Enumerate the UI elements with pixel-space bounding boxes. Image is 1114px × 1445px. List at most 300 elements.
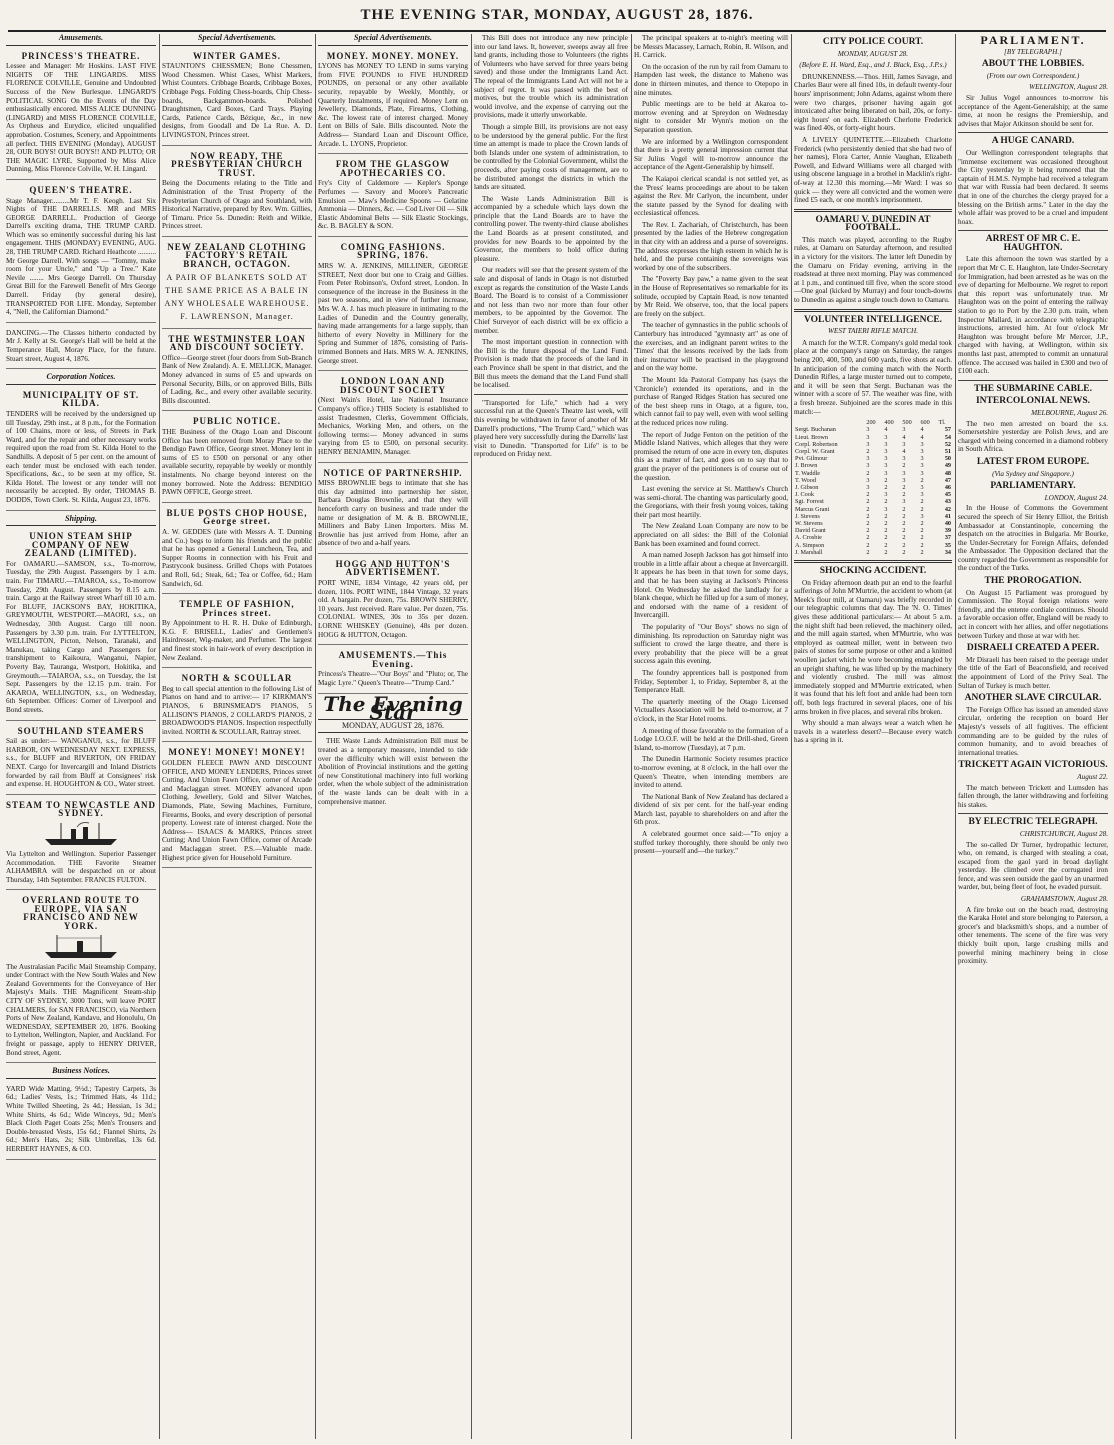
table-row [794,455,952,462]
range-score: 3 [866,455,870,463]
total-score: 45 [944,491,951,499]
competitor-name: J. Gibson [795,483,819,491]
advert-body: Fry's City of Caldemore — Kepler's Sponge Perfumes — Savory and Moore's Pancreatic Emulsion — Maw's Medicine Spoons — Gelatine Ammonia — Dinners, &c. — Cod Liver Oil — Silk Elastic Abdominal Belts — Silk Elastic Stockings, &c. B. BAGLEY & SON. [318,179,468,231]
local-news [634,34,788,856]
dateline: GRAHAMSTOWN, August 28. [1020,895,1108,904]
range-score: 2 [920,534,924,542]
range-score: 2 [902,541,906,549]
total-score: 57 [944,426,951,434]
article-paragraph: The most important question in connection with the Bill is the future disposal of the Land Fund. Provision is made that the proceeds of the land in each Province shall be spent in that district, and the Bill thus meets the demand that the Land Fund shall be localised. [474,338,628,390]
range-score: 3 [884,447,888,455]
table-row [794,462,952,469]
competitor-name: Sgt. Forrest [795,498,824,506]
news-paragraph: The Rev. I. Zachariah, of Christchurch, has been presented by the ladies of the Hebrew congregation in that city with an address and a purse of sovereigns. The address expresses the high esteem in which he is held, and the purse containing the sovereigns was worked by one of the subscribers. [634,220,788,272]
total-score: 40 [944,520,951,527]
range-score: 3 [866,440,870,448]
advert-partnership-notice [318,467,468,554]
advert-body: PORT WINE, 1834 Vintage, 42 years old, per dozen, 110s. PORT WINE, 1844 Vintage, 32 years old. A bargain. Per dozen, 75s. BROWN SHERRY, 10 years. Just received. Rare value. Per dozen, 75s. COLONIAL WINES, 30s to 35s per dozen. LORNE WHISKEY (Genuine), 48s per dozen. HOGG & HUTTON, Octagon. [318,579,468,639]
range-score: 2 [902,548,906,556]
competitor-name: David Grant [795,527,826,535]
article-bench: (Before E. H. Ward, Esq., and J. Black, Esq., J.P.s.) [799,61,947,70]
advert-presbyterian-trust [162,150,312,237]
column-7 [958,34,1108,1439]
range-score: 2 [866,491,870,499]
article-paragraph: The Waste Lands Administration Bill is accompanied by a schedule which lays down the principle that the Land Boards are to have the controlling power. The twenty-third clause abolishes the Land Boards as at present constituted, and provides for new Boards to be appointed by the Governor, the members to hold office during pleasure. [474,194,628,263]
dateline: WELLINGTON, August 28. [1029,83,1108,92]
editorial-date: MONDAY, AUGUST 28, 1876. [318,719,468,734]
article-paragraph: On August 15 Parliament was prorogued by Commission. The Royal foreign relations were friendly, and the entente cordiale continues. Should a favorable occasion offer, England will be ready to act in concert with her allies, and offer negotiations between Turkey and those at war with her. [958,588,1108,640]
advert-title: HOGG AND HUTTON'S ADVERTISEMENT. [335,558,451,578]
article-paragraph: The so-called Dr Turner, hydropathic lecturer, who, on remand, is charged with stealing a coat, escaped from the gaol yard in broad daylight yesterday. He climbed over the corrugated iron fence, and was seen outside the gaol by an unarmed warder, but, being fleet of foot, he evaded pursuit. [958,840,1108,892]
article-heading: SHOCKING ACCIDENT. [819,566,927,577]
advert-body: THE Business of the Otago Loan and Discount Office has been removed from Moray Place to the Bendigo Pawn Office, George street. Money lent in sums of £5 to £500 on personal or any other available security, repayable by weekly or monthly instalments. No charge beyond interest on the money borrowed. Note the Address: BENDIGO PAWN OFFICE, George street. [162,428,312,497]
news-paragraph: The Mount Ida Pastoral Company has (says the 'Chronicle') extended its operations, and in the purchase of Ranged Ridges Station has secured one of the best sheep runs in Otago, at a figure, too, which cannot fail to pay well, even with wool selling at the reduced prices now ruling. [634,375,788,427]
range-score: 2 [884,548,888,556]
article-paragraph: Though a simple Bill, its provisions are not easy to be understood by the general public. For the first time an attempt is made to place the Crown lands of both Islands under one system of administration, to be controlled by the Colonial Government, whilst the proceeds, after paying costs of management, are to be distributed amongst the districts in which the lands are situated. [474,122,628,192]
range-score: 3 [866,433,870,441]
table-row [794,470,952,477]
advert-amusements-evening [318,649,468,693]
range-score: 3 [920,512,924,520]
section-heading: Amusements. [6,34,156,46]
total-score: 47 [944,476,951,484]
competitor-name: J. Cook [795,491,814,499]
total-score: 54 [944,433,951,441]
editorial-flag: The Evening Star [323,691,463,725]
range-score: 3 [902,440,906,448]
news-paragraph: A celebrated gourmet once said:—"To enjoy a stuffed turkey thoroughly, there should be only two present—yourself and—the turkey." [634,830,788,856]
column-1 [6,34,156,1439]
competitor-name: J. Brown [795,462,818,470]
accident-report [794,567,952,745]
article-subheading: WEST TAIERI RIFLE MATCH. [827,327,919,336]
advert-title: NORTH & SCOULLAR [181,673,293,684]
advert-title: NEW ZEALAND CLOTHING FACTORY'S RETAIL BRANCH, OCTAGON. [167,241,307,270]
table-row [794,534,952,541]
advert-blue-posts [162,507,312,594]
column-6 [794,34,952,1439]
article-heading: A HUGE CANARD. [991,136,1075,147]
range-score: 2 [884,498,888,506]
advert-body: (Next Wain's Hotel, late National Insurance Company's office.) THIS Society is established to assist Tradesmen, Clerks, Government Officials, Mechanics, Working Men, and others, on the following terms:— Money advanced in sums varying from £5 to £500, on personal security. HENRY BENJAMIN, Manager. [318,396,468,456]
article-heading: ABOUT THE LOBBIES. [981,59,1085,70]
news-paragraph: The foundry apprentices ball is postponed from Friday, September 1, to Friday, September 8, at the Temperance Hall. [634,668,788,695]
advert-title: OVERLAND ROUTE TO EUROPE, VIA SAN FRANCISCO AND NEW YORK. [22,895,140,932]
news-paragraph: The New Zealand Loan Company are now to be appreciated on all sides: the Bill of the Colonial Bank has been examined and found correct. [634,522,788,548]
competitor-name: A. Crosbie [795,534,822,542]
article-heading: BY ELECTRIC TELEGRAPH. [968,817,1098,828]
volunteer-report [794,316,952,556]
dateline: August 22. [1077,772,1108,781]
advert-title: NOW READY, THE PRESBYTERIAN CHURCH TRUST. [171,150,303,178]
table-row [794,491,952,498]
advert-title: SOUTHLAND STEAMERS [17,725,145,736]
article-paragraph: Late this afternoon the town was startled by a report that Mr C. E. Haughton, late Under-Secretary for Immigration, had been arrested as he was on the eve of departing for Melbourne. We regret to report that this report was unfortunately true. Mr Haughton was on the point of entering the railway station to go to Port by the 2.30 p.m. train, when Inspector Mallard, in accordance with telegraphic instructions, arrested him. At four o'clock Mr Haughton was brought before Mr Mercer, J.P., charged with having, at Wellington, within six months last past, attempted to commit an unnatural offence. The accused was bailed in £300 and two of £100 each. [958,255,1108,376]
article-paragraph: The two men arrested on board the s.s. Somersetshire yesterday are Polish Jews, and are charged with being concerned in a diamond robbery in South Africa. [958,419,1108,454]
total-score: 37 [944,534,951,542]
competitor-name: J. Stevens [795,512,820,520]
table-row [794,434,952,441]
competitor-name: T. Wood [795,476,816,484]
advert-body: Lessee and Manager: Mr Hoskins. LAST FIVE NIGHTS OF THE LINGARDS. MISS FLORENCE COLVILLE, Genuine and Undoubted Success of the New Burlesque. LINGARD'S POLITICAL SONG On the Events of the Day enthusiastically encored. MISS ALICE DUNNING (LINGARD) and MISS FLORENCE COLVILLE, As Orpheus and Eurydice, elicited unqualified approbation. Costumes, Scenery, and Appointments all perfect. THIS EVENING (Monday), AUGUST 28, OUR BOYS! OUR BOYS!! AND PLUTO; OR THE MAGIC LYRE. Supported by Miss Alice Dunning, Miss Florence Colville, W. H. Lingard. [6,62,156,174]
score-table [794,419,952,556]
range-score: 3 [884,440,888,448]
advert-body: Being the Documents relating to the Title and Administration of the Trust Property of the Presbyterian Church of Otago and Southland, with Historical Narrative, prepared by Rev. Wm. Gillies, of Timaru. Price 5s. Dunedin: Reith and Wilkie, Princes street. [162,179,312,231]
masthead-title: THE EVENING STAR, MONDAY, AUGUST 28, 1876. [360,7,754,23]
advert-herbert-haynes [6,1083,156,1160]
advert-glasgow-apothecaries [318,158,468,237]
advert-southland-steamers [6,725,156,795]
total-score: 34 [944,548,951,556]
range-score: 4 [902,433,906,441]
article-heading: DISRAELI CREATED A PEER. [966,643,1100,654]
article-paragraph: The Foreign Office has issued an amended slave circular, ordering the reception on board Her Majesty's vessels of all fugitives. The efficient commanding are to be guided by the rules of common humanity, and to avoid breaches of international treaties. [958,705,1108,757]
article-paragraph: This Bill does not introduce any new principle into our land laws. It, however, sweeps away all free land grants, including those to Volunteers (the rights of Volunteers who have served for three years being saved) and those under the Immigrants Land Act. The repeal of the Immigrants Land Act will not be a subject of regret. It was passed with the best of motives, but the trouble which its administration would involve, and the expense of carrying out the provisions, made it utterly unworkable. [474,34,628,120]
article-paragraph: Our Wellington correspondent telegraphs that "immense excitement was occasioned throughout the City yesterday by it being rumored that the captain of H.M.S. Nymphe had received a telegram that war with Russia had been declared. It seems that in one of the churches the clergy prayed for a blessing on the British arms." Later in the day the whole affair was proved to be a cruel and impudent hoax. [958,148,1108,226]
police-court-report [794,38,952,205]
article-heading: THE SUBMARINE CABLE. [974,383,1092,394]
score-table-header-cell: 400 [884,419,894,427]
competitor-name: Sergt. Buchanan [795,426,836,434]
range-score: 2 [866,498,870,506]
table-row [794,426,952,433]
news-paragraph: The teacher of gymnastics in the public schools of Canterbury has introduced "gymnasty art" as one of the exercises, and an indignant parent writes to the 'Times' that the lessons received by the lads from their instructor will be practised in the playground and on the way home. [634,321,788,373]
dateline: CHRISTCHURCH, August 28. [1019,829,1108,838]
news-paragraph: "Transported for Life," which had a very successful run at the Queen's Theatre last week, will this evening be withdrawn in favor of another of Mr Darrell's productions, "The Trump Card," which was played here very successfully during the Darrells' last visit to Dunedin. "Transported for Life" is to be reproduced on Friday next. [474,398,628,459]
range-score: 2 [866,447,870,455]
advert-dancing [6,327,156,369]
article-paragraph: A LIVELY QUINTETTE.—Elizabeth Charlotte Frederick (who persistently denied that she had two of her names), Flora Carter, Annie Vaughan, Elizabeth Powell, and Edward Williams were all charged with using obscene language in a brothel in Macklin's right-of-way at 12.30 this morning.—Mr Ward: I was so quick — they were all convicted and the women were fined £5 each, or one month's imprisonment. [794,135,952,205]
divider [794,209,952,212]
steamship-icon [41,934,121,960]
section-heading: Business Notices. [6,1067,156,1079]
column-rule [955,34,956,1439]
advert-title: LONDON LOAN AND DISCOUNT SOCIETY [339,376,447,395]
news-paragraph: On the occasion of the run by rail from Oamaru to Hampden last week, the distance to Maheno was done in thirteen minutes, and thence to Otepopo in nine minutes. [634,62,788,97]
article-heading: PARLIAMENT. [980,34,1086,47]
article-subheading: (From our own Correspondent.) [986,71,1080,80]
range-score: 2 [866,505,870,513]
range-score: 2 [902,512,906,520]
total-score: 52 [944,440,951,448]
advert-title: MONEY! MONEY! MONEY! [168,747,306,758]
article-paragraph: In the House of Commons the Government secured the speech of Sir Henry Elliot, the British Ambassador at Constantinople, concerning the despatch on the atrocities in Bulgaria. Mr Bourke, the Under-Secretary for Foreign Affairs, defended the Ambassador. The Opposition declared that the country regarded the Government as responsible for the conduct of the Turks. [958,504,1108,573]
table-row [794,506,952,513]
range-score: 2 [902,462,906,470]
range-score: 2 [884,483,888,491]
competitor-name: Corpl. W. Grant [795,447,835,455]
advert-title: FROM THE GLASGOW APOTHECARIES CO. [335,159,451,178]
range-score: 3 [920,455,924,463]
advert-title: BLUE POSTS CHOP HOUSE, George street. [166,507,308,527]
range-score: 4 [920,426,924,434]
advert-queens-theatre [6,184,156,323]
range-score: 3 [920,447,924,455]
range-score: 2 [920,520,924,527]
range-score: 2 [920,505,924,513]
range-score: 2 [920,476,924,484]
total-score: 43 [944,498,951,506]
article-heading: ARREST OF MR C. E. HAUGHTON. [985,234,1081,253]
advert-body: A PAIR OF BLANKETS SOLD AT THE SAME PRICE AS A BALE IN ANY WHOLESALE WAREHOUSE. F. LAWRENSON, Manager. [164,272,310,321]
range-score: 2 [902,520,906,527]
range-score: 3 [902,476,906,484]
article-heading: TRICKETT AGAIN VICTORIOUS. [958,760,1108,771]
article-paragraph: A fire broke out on the beach road, destroying the Karaka Hotel and store belonging to Paterson, a grocer's and blacksmith's shops, and a number of other tenements. The scene of the fire was very thickly built upon, large crushing mills and powerful mining machinery being in close proximity. [958,905,1108,966]
news-paragraph: The National Bank of New Zealand has declared a dividend of six per cent. for the half-year ending March last, payable to shareholders on and after the 6th prox. [634,792,788,827]
range-score: 2 [902,527,906,535]
advert-body: Via Lyttelton and Wellington. Superior Passenger Accommodation. THE Favorite Steamer ALHAMBRA will be despatched on or about Thursday, 14th September. FRANCIS FULTON. [6,849,156,884]
range-score: 4 [884,426,888,434]
telegraph-news [958,36,1108,966]
competitor-name: Lieut. Brown [795,433,828,441]
score-table-header [794,419,952,426]
article-subheading: (Via Sydney and Singapore.) [992,469,1074,478]
advert-title: THE WESTMINSTER LOAN AND DISCOUNT SOCIETY. [168,333,306,353]
range-score: 3 [920,440,924,448]
advert-body: TENDERS will be received by the undersigned up till Tuesday, 29th inst., at 8 p.m., for the Formation of 100 Chains, more or less, of Streets in Park Ward, and for the repair and other necessary works required upon the road from St. Kilda Hotel to the Sandhills. A deposit of 5 per cent. on the amount of each tender must be enclosed with each tender. Specifications, &c., to be seen at my office, St. Kilda Hotel. The lowest or any tender will not necessarily be accepted. By order, THOMAS B. DODDS, Town Clerk. St. Kilda, August 23, 1876. [6,409,156,504]
range-score: 2 [866,534,870,542]
article-subheading: MONDAY, AUGUST 28. [837,49,909,58]
range-score: 2 [866,520,870,527]
news-paragraph: The popularity of "Our Boys" shows no sign of diminishing. Its reproduction on Saturday night was sufficient to crowd the large theatre, and there is every probability that the piece will be a great success again this evening. [634,623,788,666]
advert-title: MUNICIPALITY OF ST. KILDA. [22,389,140,409]
advert-title: PRINCESS'S THEATRE. [21,50,141,61]
advert-title: TEMPLE OF FASHION, Princes street. [179,599,295,618]
range-score: 2 [920,548,924,556]
range-score: 3 [884,491,888,499]
column-2 [162,34,312,1439]
advert-title: NOTICE OF PARTNERSHIP. [323,467,463,478]
range-score: 3 [884,505,888,513]
advert-overland-route [6,894,156,1063]
column-3 [318,34,468,1439]
range-score: 2 [920,527,924,535]
range-score: 3 [884,455,888,463]
score-table-header-cell: 500 [902,419,912,427]
range-score: 4 [920,433,924,441]
article-paragraph: Why should a man always wear a watch when he travels in a waterless desert?—Because every watch has a spring in it. [794,719,952,745]
advert-title: WINTER GAMES. [192,50,281,61]
article-heading: ANOTHER SLAVE CIRCULAR. [964,693,1102,704]
competitor-name: Marcus Grant [795,505,830,513]
article-paragraph: THE Waste Lands Administration Bill must be treated as a temporary measure, intended to tide over the difficulty which will exist between the Abolition of Provincial institutions and the getting of new Constitutional machinery into full working order, when the whole subject of the administration of the waste lands can be dealt with in a comprehensive manner. [318,737,468,806]
range-score: 3 [884,462,888,470]
article-paragraph: A match for the W.T.R. Company's gold medal took place at the company's range on Saturday, the ranges being 200, 400, 500, and 600 yards, five shots at each. In anticipation of the coming match with the North Dunedin Rifles, a large muster turned out to compete, and it will be seen that Sergt. Buchanan was the winner with a score of 57. The weather was fine, with a fresh breeze. Subjoined are the scores made in this match:— [794,338,952,416]
total-score: 39 [944,527,951,535]
total-score: 46 [944,483,951,491]
range-score: 2 [884,527,888,535]
article-heading: INTERCOLONIAL NEWS. [975,396,1091,407]
column-rule [159,34,160,1439]
range-score: 3 [884,433,888,441]
article-paragraph: Mr Disraeli has been raised to the peerage under the title of the Earl of Beaconsfield, and received the appointment of Lord of the Privy Seal. The Sultan of Turkey is much better. [958,655,1108,690]
article-paragraph: Sir Julius Vogel announces to-morrow his acceptance of the Agent-Generalship; at the same time, at noon he resigns the Premiership, and advises that Major Atkinson should be sent for. [958,93,1108,128]
divider [958,380,1108,381]
news-paragraph: The principal speakers at to-night's meeting will be Messrs Macassey, Larnach, Robin, R. Wilson, and H. Carrick. [634,34,788,60]
advert-public-notice [162,415,312,502]
advert-london-loan [318,375,468,462]
score-table-header-cell [794,419,865,426]
table-row [794,498,952,505]
range-score: 2 [902,483,906,491]
advert-title: COMING FASHIONS. SPRING, 1876. [340,241,446,261]
advert-temple-of-fashion [162,598,312,668]
column-rule [791,34,792,1439]
range-score: 2 [884,541,888,549]
table-row [794,520,952,527]
range-score: 3 [920,483,924,491]
news-paragraph: The report of Judge Fenton on the petition of the Middle Island Natives, which alleges that they were promised the return of one acre in every ten, disputes this as a matter of fact, and goes on to say that to grant the prayer of the petitioners is of course out of the question. [634,430,788,482]
steamship-icon [41,821,121,847]
advert-body: A. W. GEDDES (late with Messrs A. T. Dunning and Co.) begs to inform his friends and the public that he has opened a General Luncheon, Tea, and Supper Rooms in connection with his Fruit and Pastrycook business. Grilled Chops with Potatoes and Roll, 6d.; Steak, 6d.; Tea or Coffee, 6d.; Ham Sandwich, 6d. [162,527,312,588]
competitor-name: T. Waddle [795,469,821,477]
range-score: 2 [920,541,924,549]
article-paragraph: Our readers will see that the present system of the sale and disposal of lands in Otago is not disturbed except as regards the constitution of the Waste Lands Board. The Board is to consist of a Commissioner and not less than two nor more than four other members, to be appointed by the Governor. The Chief Surveyor of each district will be ex officio a member. [474,266,628,335]
advert-body: Sail as under:— WANGANUI, s.s., for BLUFF HARBOR, ON WEDNESDAY NEXT. EXPRESS, s.s., for BLUFF and RIVERTON, ON FRIDAY NEXT. Cargo for Invercargill and Inland Districts forwarded by rail from Bluff at Consignees' risk and expense. H. HOUGHTON & CO., Water street. [6,737,156,789]
competitor-name: W. Stevens [795,520,823,527]
divider [474,394,628,395]
advert-body: Princess's Theatre—"Our Boys" and "Pluto; or, The Magic Lyre." Queen's Theatre—"Trump Card." [318,670,468,687]
range-score: 3 [920,469,924,477]
score-table-header-cell: Tl. [938,419,946,427]
article-heading: THE PROROGATION. [984,576,1082,587]
range-score: 4 [902,447,906,455]
advert-title: STEAM TO NEWCASTLE AND SYDNEY. [6,799,156,819]
advert-body: Stage Manager..........Mr T. F. Keogh. Last Six Nights of THE DARRELLS. MR and MRS GEORGE DARRELL. Production of George Darrell's exciting drama, THE TRUMP CARD. Which was so eminently successful during his last engagement. THIS (MONDAY) EVENING, AUG. 28, THE TRUMP CARD. Richard Heathcote .......... Mr George Darrell. With songs — "Tommy, make room for your Uncle," and "Up a Tree." Kate Nevile ........ Mrs George Darrell. On Thursday Great Bill for the Farewell Benefit of Mrs George Darrell. Friday (by general desire), TRANSPORTED FOR LIFE. Monday, September 4, "Nell, the Californian Diamond." [6,196,156,317]
range-score: 2 [902,534,906,542]
football-report [794,216,952,305]
divider [958,132,1108,133]
advert-body: For OAMARU.—SAMSON, s.s., To-morrow, Tuesday, the 29th August. Passengers by 1 a.m. train. For TIMARU.—TAIAROA, s.s., To-morrow Tuesday, 29th August. Passengers by 8.15 a.m. train. Cargo at the Railway street Wharf till 10 a.m. For BLUFF, JACKSON'S BAY, HOKITIKA, GREYMOUTH, WESTPORT.—MAORI, s.s., on Wednesday, 30th August. Cargo till noon. Passengers by 3.30 p.m. train. For LYTTELTON, WELLINGTON, Picton, Nelson, Taranaki, and Manukau, taking Cargo and Passengers for transhipment to Kaikoura, Wanganui, Napier, Poverty Bay, Tauranga, Westport, Hokitika, and Greymouth.—TAIAROA, s.s., on Tuesday, the 1st Sept. Passengers by the 12.15 p.m. train. For AKAROA, WELLINGTON, s.s., on Wednesday, 6th September. Offices: Corner of Liverpool and Bond streets. [6,559,156,714]
divider [794,309,952,312]
masthead [8,6,1106,32]
advert-lyons-money [318,50,468,155]
advert-body: By Appointment to H. R. H. Duke of Edinburgh, K.G. F. BRISELL, Ladies' and Gentlemen's Hairdresser, Wig-maker, and Perfumer. The largest and finest stock in hair-work of every description in New Zealand. [162,619,312,662]
table-row [794,542,952,549]
competitor-name: A. Simpson [795,541,825,549]
section-heading: Special Advertisements. [318,34,468,46]
advert-union-steam-ship [6,530,156,720]
range-score: 2 [866,541,870,549]
range-score: 3 [866,462,870,470]
range-score: 2 [866,548,870,556]
news-paragraph: Last evening the service at St. Matthew's Church was semi-choral. The chanting was particularly good, the Gregorians, with their fresh young voices, taking their part most heartily. [634,485,788,519]
divider [794,560,952,563]
range-score: 2 [902,491,906,499]
total-score: 42 [944,505,951,513]
total-score: 51 [944,447,951,455]
advert-body: Beg to call special attention to the following List of Pianos on hand and to arrive:— 17 KIRKMAN'S PIANOS, 6 BRINSMEAD'S PIANOS, 5 ALLISON'S PIANOS, 2 COLLARD'S PIANOS, 2 BROADWOOD'S PIANOS. Inspection respectfully invited. NORTH & SCOULLAR, Rattray street. [162,684,312,736]
advert-clothing-factory [162,241,312,329]
range-score: 2 [866,527,870,535]
column-5 [634,34,788,1439]
advert-body: GOLDEN FLEECE PAWN AND DISCOUNT OFFICE, AND MONEY LENDERS, Princes street Cutting. And Union Fawn Office, corner of Arcade and Maclaggan street. MONEY advanced upon Clothing, Jewellery, Gold and Silver Watches, Diamonds, Plate, Sewing Machines, Furniture, Firearms, Books, and every description of personal property. Lowest rate of interest charged. Note the Address— ISAACS & MARKS, Princes street Cutting; And Union Fawn Office, corner of Arcade and Maclaggan street. P.S.—Valuable made. Highest price given for Household Furniture. [162,759,312,862]
range-score: 3 [902,426,906,434]
advert-title: MONEY. MONEY. MONEY. [326,50,460,61]
dateline: MELBOURNE, August 26. [1031,408,1108,417]
range-score: 2 [866,469,870,477]
total-score: 49 [944,462,951,470]
article-heading: PARLIAMENTARY. [990,481,1076,492]
table-row [794,527,952,534]
news-paragraph: We are informed by a Wellington correspondent that there is a pretty general impression current that Sir Julius Vogel will to-morrow announce the acceptance of the Agent-Generalship by himself. [634,137,788,172]
range-score: 2 [884,520,888,527]
advert-body: STAUNTON'S CHESSMEN; Bone Chessmen, Wood Chessmen. Whist Cases, Whist Markers, Whist Counters. Cribbage Boards, Cribbage Boxes, Cribbage Pegs. Folding Chess-boards, Chip Chess-boards, Backgammon-boards. Polished Draughtsmen, Card Boxes, Card Trays. Playing Cards, Patience Cards, Bézique, &c., in new designs, from Goodall and De La Rue. A. D. LIVINGSTON, Princes street. [162,62,312,139]
section-heading: Shipping. [6,515,156,527]
leading-article-continued [474,34,628,459]
range-score: 3 [920,491,924,499]
advert-body: YARD Wide Matting, 9½d.; Tapestry Carpets, 3s 6d.; Ladies' Vests, 1s.; Trimmed Hats, 4s 11d.; White Twilled Sheeting, 2s 4d.; Hessian, 1s 3d.; White Shirts, 4s 6d.; Wide Winceys, 9d.; Men's Black Cloth Paget Coats 25s; Men's Trousers and Double-breasted Vests, 15s 6d.; Flannel Shirts, 2s 6d.; Men's Hats, 2s; Silk Umbrellas, 13s 6d. HERBERT HAYNES, & CO. [6,1084,156,1153]
news-paragraph: Public meetings are to be held at Akaroa to-morrow evening and at Spreydon on Wednesday night to consider Mr Wynn's motion on the Separation question. [634,100,788,134]
column-rule [471,34,472,1439]
table-row [794,448,952,455]
range-score: 2 [884,512,888,520]
article-paragraph: DRUNKENNESS.—Thos. Hill, James Savage, and Charles Baur were all fined 10s, in default twenty-four hours' imprisonment; John Adams, against whom there were two charges, prisoner having again got intoxicated after being liberated on bail, 20s, or forty-eight hours' on each. Elizabeth Cherlotte Frederick was fined 40s, or forty-eight hours. [794,72,952,133]
total-score: 41 [944,512,951,520]
range-score: 3 [920,462,924,470]
total-score: 35 [944,541,951,549]
range-score: 2 [920,498,924,506]
range-score: 2 [902,505,906,513]
advert-winter-games [162,50,312,146]
range-score: 3 [884,469,888,477]
news-paragraph: The Dunedin Harmonic Society resumes practice to-morrow evening, at 8 o'clock, in the hall over the Queen's Theatre, when intending members are invited to attend. [634,755,788,790]
range-score: 3 [866,426,870,434]
advert-body: The Australasian Pacific Mail Steamship Company, under Contract with the New South Wales and New Zealand Governments for the Conveyance of Her Majesty's Mails. THE Magnificent Steam-ship CITY OF SYDNEY, 3000 Tons, will leave PORT CHALMERS, for SAN FRANCISCO, via Northern Ports of New Zealand, Kandavu, and Honolulu, On WEDNESDAY, SEPTEMBER 20, 1876. Booking to Lyttelton, Wellington, Napier, and Auckland. For freight or passage, apply to HENRY DRIVER, Bond street, Agent. [6,962,156,1057]
column-rule [315,34,316,1439]
article-subheading: [BY TELEGRAPH.] [1004,47,1062,56]
competitor-name: Pvt. Gilmour [795,455,828,463]
table-row [794,513,952,520]
range-score: 3 [902,498,906,506]
competitor-name: Corpl. Robertson [795,440,838,448]
leading-article [318,737,468,806]
section-heading: Corporation Notices. [6,373,156,385]
divider [958,813,1108,814]
table-row [794,441,952,448]
range-score: 3 [902,455,906,463]
advert-hogg-hutton [318,558,468,645]
range-score: 3 [902,469,906,477]
advert-princess-theatre [6,50,156,180]
advert-body: DANCING.—The Classes hitherto conducted by Mr J. Kelly at St. George's Hall will be held at the Temperance Hall, Moray Place, for the future. Stuart street, August 4, 1876. [6,328,156,363]
total-score: 48 [944,469,951,477]
news-paragraph: A man named Joseph Jackson has got himself into trouble in a little affair about a cheque at Invercargill. It appears he has been in that town for some days, and that he has been staying at Jackson's Princess Hotel. On Wednesday he asked the landlady for a blank cheque, which he filled up for a sum of money, and endorsed with the name of a resident of Invercargill. [634,551,788,620]
competitor-name: J. Marshall [795,548,823,556]
news-paragraph: The Kaiapoi clerical scandal is not settled yet, as the 'Press' learns proceedings are about to be taken against the Rev. Mr Carlyon, the incumbent, under the statute passed by the Synod for dealing with ecclesiastical offences. [634,174,788,218]
range-score: 3 [866,476,870,484]
advert-title: AMUSEMENTS.—This Evening. [338,650,448,669]
advert-north-scoullar [162,672,312,742]
advert-coming-fashions [318,241,468,371]
advert-body: Office—George street (four doors from Sub-Branch Bank of New Zealand). A. E. MELLICK, Manager. Money advanced in sums of £5 and upwards on Personal Security, Bills, or on approved Bills, Bills of Lading, &c., and every other available security. Bills discounted. [162,353,312,405]
total-score: 50 [944,455,951,463]
article-heading: VOLUNTEER INTELLIGENCE. [803,314,943,325]
news-paragraph: The quarterly meeting of the Otago Licensed Victuallers Association will be held to-morrow, at 7 o'clock, in the Star Hotel rooms. [634,697,788,723]
advert-title: PUBLIC NOTICE. [192,416,281,427]
score-table-header-cell: 600 [920,419,930,427]
column-4 [474,34,628,1439]
advert-title: UNION STEAM SHIP COMPANY OF NEW ZEALAND (LIMITED). [24,531,138,559]
column-rule [631,34,632,1439]
table-row [794,549,952,556]
section-heading: Special Advertisements. [162,34,312,46]
table-row [794,477,952,484]
advert-st-kilda [6,389,156,511]
score-table-header-cell: 200 [866,419,876,427]
range-score: 2 [884,534,888,542]
